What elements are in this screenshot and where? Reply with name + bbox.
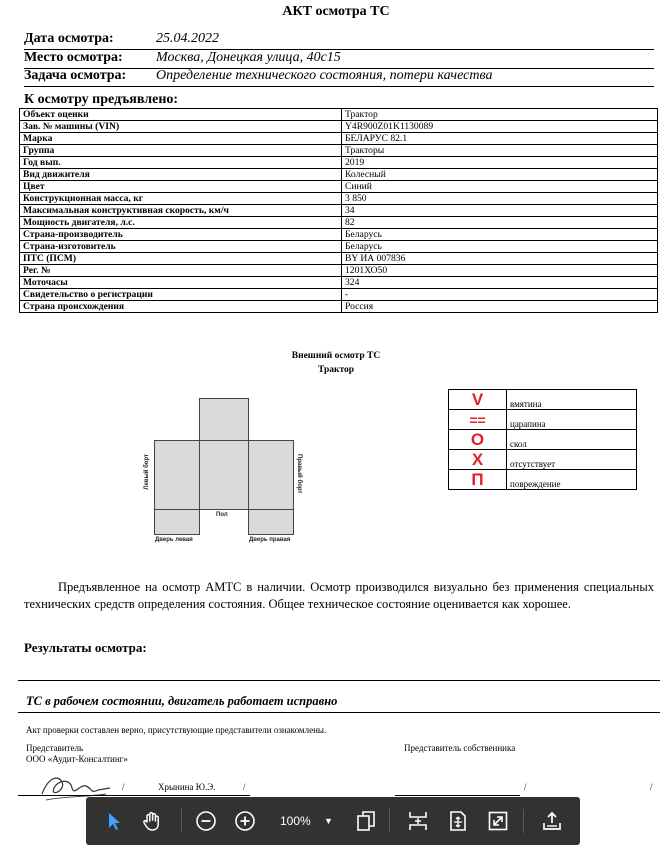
- spec-value: Колесный: [342, 169, 658, 181]
- representative-left-org: ООО «Аудит-Консалтинг»: [26, 754, 128, 764]
- hand-pan-button[interactable]: [138, 807, 166, 835]
- presented-heading: К осмотру предъявлено:: [24, 92, 179, 107]
- spec-value: Трактор: [342, 109, 658, 121]
- zoom-select[interactable]: [276, 809, 348, 833]
- upload-icon: [541, 810, 563, 832]
- spec-value: BY ИА 007836: [342, 253, 658, 265]
- spec-value: 324: [342, 277, 658, 289]
- missing-symbol: X: [449, 450, 507, 470]
- results-divider: [18, 680, 660, 681]
- inspection-task-value: Определение технического состояния, потери качества: [156, 68, 493, 83]
- spec-key: Группа: [20, 145, 342, 157]
- legend-label: царапина: [507, 410, 637, 430]
- fullscreen-button[interactable]: [484, 807, 512, 835]
- damage-legend: [448, 389, 637, 490]
- inspection-task-label: Задача осмотра:: [24, 68, 127, 83]
- spec-key: Страна происхождения: [20, 301, 342, 313]
- specs-table: [19, 108, 658, 313]
- diagram-door-left-panel: [154, 509, 200, 535]
- spec-value: 1201ХО50: [342, 265, 658, 277]
- spec-row: [20, 169, 658, 181]
- spec-key: Год вып.: [20, 157, 342, 169]
- spec-key: Объект оценки: [20, 109, 342, 121]
- diagram-center-panel: [199, 440, 249, 510]
- signature-slash-2: /: [243, 782, 246, 792]
- select-cursor-icon: [105, 811, 123, 831]
- legend-row: [449, 450, 637, 470]
- spec-key: Мощность двигателя, л.с.: [20, 217, 342, 229]
- legend-row: [449, 390, 637, 410]
- spec-value: БЕЛАРУС 82.1: [342, 133, 658, 145]
- fit-height-icon: [407, 810, 429, 832]
- spec-row: [20, 205, 658, 217]
- toolbar-separator: [181, 809, 182, 833]
- spec-row: [20, 229, 658, 241]
- vehicle-body-diagram: [133, 384, 313, 556]
- spec-value: Тракторы: [342, 145, 658, 157]
- spec-key: Свидетельство о регистрации: [20, 289, 342, 301]
- legend-label: вмятина: [507, 390, 637, 410]
- spec-row: [20, 301, 658, 313]
- pdf-viewer-toolbar: [86, 797, 580, 845]
- signature-slash-1: /: [122, 782, 125, 792]
- spec-key: Рег. №: [20, 265, 342, 277]
- legend-label: повреждение: [507, 470, 637, 490]
- dent-symbol: V: [449, 390, 507, 410]
- zoom-out-button[interactable]: [192, 807, 220, 835]
- hand-pan-icon: [141, 810, 163, 832]
- diagram-right-panel: [248, 440, 294, 510]
- results-heading: Результаты осмотра:: [24, 640, 147, 655]
- spec-value: Y4R900Z01K1130089: [342, 121, 658, 133]
- spec-value: 82: [342, 217, 658, 229]
- inspection-place-row: [24, 50, 654, 69]
- chevron-down-icon: ▼: [324, 816, 333, 826]
- diagram-label-door-right: Дверь правая: [249, 537, 291, 543]
- spec-row: [20, 241, 658, 253]
- legend-label: скол: [507, 430, 637, 450]
- spec-value: -: [342, 289, 658, 301]
- spec-row: [20, 133, 658, 145]
- fit-page-button[interactable]: [444, 807, 472, 835]
- diagram-label-left: Левый борт: [144, 454, 150, 490]
- inspection-place-value: Москва, Донецкая улица, 40с15: [156, 50, 341, 65]
- page-view-button[interactable]: [352, 807, 380, 835]
- spec-key: Вид движителя: [20, 169, 342, 181]
- inspection-date-label: Дата осмотра:: [24, 31, 114, 46]
- damage-symbol: П: [449, 470, 507, 490]
- spec-row: [20, 121, 658, 133]
- spec-row: [20, 145, 658, 157]
- external-inspection-title: Внешний осмотр ТС: [291, 351, 381, 361]
- signature-slash-4: /: [650, 782, 653, 792]
- spec-key: Конструкционная масса, кг: [20, 193, 342, 205]
- spec-row: [20, 217, 658, 229]
- spec-key: Страна-производитель: [20, 229, 342, 241]
- spec-key: Моточасы: [20, 277, 342, 289]
- select-cursor-button[interactable]: [100, 807, 128, 835]
- spec-value: Синий: [342, 181, 658, 193]
- inspection-date-row: [24, 31, 654, 50]
- chip-symbol: O: [449, 430, 507, 450]
- signer-name: Хрынина Ю.Э.: [158, 782, 216, 792]
- spec-value: 34: [342, 205, 658, 217]
- fullscreen-icon: [487, 810, 509, 832]
- zoom-out-icon: [195, 810, 217, 832]
- spec-row: [20, 157, 658, 169]
- spec-row: [20, 109, 658, 121]
- spec-row: [20, 193, 658, 205]
- toolbar-separator: [523, 809, 524, 833]
- spec-row: [20, 277, 658, 289]
- toolbar-separator: [389, 809, 390, 833]
- spec-value: Беларусь: [342, 241, 658, 253]
- fit-page-icon: [447, 810, 469, 832]
- diagram-label-door-left: Дверь левая: [155, 537, 193, 543]
- signature-slash-3: /: [524, 782, 527, 792]
- scratch-symbol: ==: [449, 410, 507, 430]
- diagram-top-panel: [199, 398, 249, 443]
- signature-line-right: [395, 795, 520, 796]
- spec-key: Цвет: [20, 181, 342, 193]
- spec-key: Максимальная конструктивная скорость, км/ч: [20, 205, 342, 217]
- zoom-value: 100%: [280, 814, 311, 828]
- fit-height-button[interactable]: [404, 807, 432, 835]
- spec-key: Марка: [20, 133, 342, 145]
- status-text: ТС в рабочем состоянии, двигатель работает исправно: [26, 694, 338, 708]
- representative-right: Представитель собственника: [404, 743, 516, 753]
- legend-row: [449, 430, 637, 450]
- diagram-left-panel: [154, 440, 200, 510]
- spec-key: ПТС (ПСМ): [20, 253, 342, 265]
- document-title: АКТ осмотра ТС: [282, 4, 390, 19]
- inspection-date-value: 25.04.2022: [156, 31, 219, 46]
- inspection-paragraph: Предъявленное на осмотр АМТС в наличии. Осмотр производился визуально без применения специальных технических средств определения состояния. Общее техническое состояние оценивается как хорошее.: [24, 580, 654, 611]
- inspection-task-row: [24, 68, 654, 87]
- legend-row: [449, 410, 637, 430]
- inspection-place-label: Место осмотра:: [24, 50, 123, 65]
- zoom-in-icon: [234, 810, 256, 832]
- page-view-icon: [355, 810, 377, 832]
- status-divider: [18, 712, 660, 713]
- diagram-label-right: Правый борт: [296, 454, 302, 494]
- spec-key: Зав. № машины (VIN): [20, 121, 342, 133]
- spec-row: [20, 253, 658, 265]
- zoom-in-button[interactable]: [231, 807, 259, 835]
- diagram-label-floor: Пол: [216, 512, 228, 518]
- external-inspection-subtitle: Трактор: [317, 365, 355, 375]
- diagram-door-right-panel: [248, 509, 294, 535]
- spec-row: [20, 265, 658, 277]
- spec-row: [20, 289, 658, 301]
- spec-key: Страна-изготовитель: [20, 241, 342, 253]
- legend-row: [449, 470, 637, 490]
- confirmation-text: Акт проверки составлен верно, присутствующие представители ознакомлены.: [26, 725, 327, 735]
- spec-value: 2019: [342, 157, 658, 169]
- spec-value: 3 850: [342, 193, 658, 205]
- spec-row: [20, 181, 658, 193]
- spec-value: Россия: [342, 301, 658, 313]
- upload-button[interactable]: [538, 807, 566, 835]
- spec-value: Беларусь: [342, 229, 658, 241]
- legend-label: отсутствует: [507, 450, 637, 470]
- signature-line-left: [18, 795, 250, 796]
- representative-left: Представитель: [26, 743, 84, 753]
